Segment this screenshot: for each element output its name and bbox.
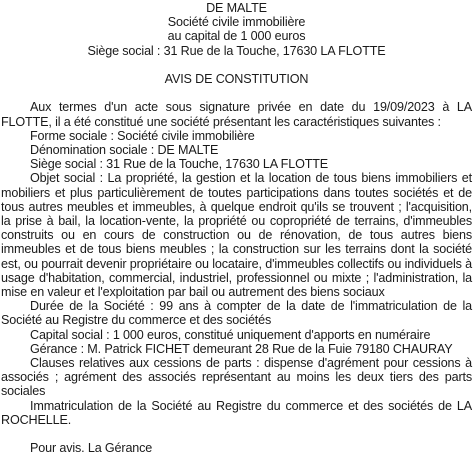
corporate-purpose: Objet social : La propriété, la gestion et la location de tous biens immobiliers et mobiliers et plus particulièrement de toutes participations dans toutes sociétés et de tous autres meubles et immeubles, à quelque endroit qu'ils se trouvent ; l'acquisition, la prise à bail, la location-vente, la propriété ou copropriété de terrains, d'immeubles construits ou en cours de construction ou de rénovation, de tous autres biens immeubles et de tous biens meubles ; la construction sur les terrains dont la société est, ou pourrait devenir propriétaire ou locataire, d'immeubles collectifs ou individuels à usage d'habitation, commercial, industriel, professionnel ou mixte ; l'administration, la mise en valeur et l'exploitation par bail ou autrement des biens sociaux	[1, 171, 472, 300]
company-capital: au capital de 1 000 euros	[167, 29, 306, 44]
share-capital: Capital social : 1 000 euros, constitué uniquement d'apports en numéraire	[30, 327, 431, 342]
notice-title: AVIS DE CONSTITUTION	[164, 72, 309, 86]
spacer	[1, 427, 472, 441]
company-denomination: Dénomination sociale : DE MALTE	[30, 143, 219, 157]
spacer	[1, 58, 472, 72]
company-name: DE MALTE	[206, 1, 267, 15]
registered-office: Siège social : 31 Rue de la Touche, 17630 LA FLOTTE	[30, 157, 329, 172]
company-seat: Siège social : 31 Rue de la Touche, 17630 LA FLOTTE	[87, 43, 386, 58]
spacer	[1, 86, 472, 100]
signature: Pour avis. La Gérance	[30, 441, 153, 455]
company-duration: Durée de la Société : 99 ans à compter de la date de l'immatriculation de la Société au Registre du commerce et des sociétés	[1, 299, 472, 328]
legal-form: Forme sociale : Société civile immobilière	[30, 128, 255, 143]
management: Gérance : M. Patrick FICHET demeurant 28 Rue de la Fuie 79180 CHAURAY	[30, 341, 453, 356]
transfer-clauses: Clauses relatives aux cessions de parts : dispense d'agrément pour cessions à associés ; agrément des associés représentant au moins les deux tiers des parts sociales	[1, 356, 472, 399]
intro-paragraph: Aux termes d'un acte sous signature privée en date du 19/09/2023 à LA FLOTTE, il a été constitué une société présentant les caractéristiques suivantes :	[1, 100, 472, 129]
company-type: Société civile immobilière	[167, 15, 306, 30]
registration-info: Immatriculation de la Société au Registre du commerce et des sociétés de LA ROCHELLE.	[1, 398, 472, 427]
